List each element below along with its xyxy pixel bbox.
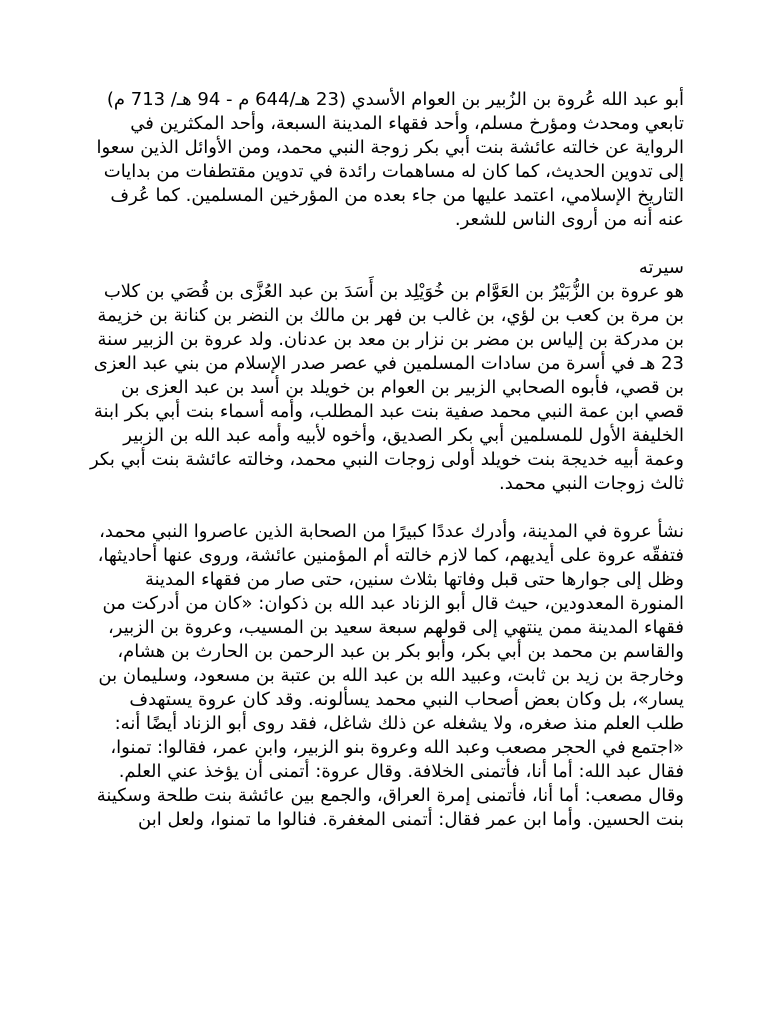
intro-paragraph: أبو عبد الله عُروة بن الزُبير بن العوام الأسدي (23 هـ/644 م - 94 هـ/ 713 م) تابعي ومحدث ومؤرخ مسلم، وأحد فقهاء المدينة السبعة، وأحد المكثرين في الرواية عن خالته عائشة بنت أبي بكر زوجة النبي محمد، ومن الأوائل الذين سعوا إلى تدوين الحديث، كما كان له مساهمات رائدة في تدوين مقتطفات من بدايات التاريخ الإسلامي، اعتمد عليها من جاء بعده من المؤرخين المسلمين. كما عُرف عنه أنه من أروى الناس للشعر.: [96, 89, 684, 230]
document-page: [88, 88, 684, 856]
section-heading: سيرته: [638, 257, 684, 278]
body-paragraph: هو عروة بن الزُّبَيْرُ بن العَوَّام بن خُوَيْلِد بن أَسَدَ بن عبد العُزَّى بن قُصَي بن كلاب بن مرة بن كعب بن لؤي، بن غالب بن فهر بن مالك بن النضر بن كنانة بن خزيمة بن مدركة بن إلياس بن مضر بن نزار بن معد بن عدنان. ولد عروة بن الزبير سنة 23 هـ في أسرة من سادات المسلمين في عصر صدر الإسلام من بني عبد العزى بن قصي، فأبوه الصحابي الزبير بن العوام بن خويلد بن أسد بن عبد العزى بن قصي ابن عمة النبي محمد صفية بنت عبد المطلب، وأمه أسماء بنت أبي بكر ابنة الخليفة الأول للمسلمين أبي بكر الصديق، وأخوه لأبيه وأمه عبد الله بن الزبير وعمة أبيه خديجة بنت خويلد أولى زوجات النبي محمد، وخالته عائشة بنت أبي بكر ثالث زوجات النبي محمد.: [90, 281, 684, 494]
body-paragraph: نشأ عروة في المدينة، وأدرك عددًا كبيرًا من الصحابة الذين عاصروا النبي محمد، فتفقّه عروة على أيديهم، كما لازم خالته أم المؤمنين عائشة، وروى عنها أحاديثها، وظل إلى جوارها حتى قبل وفاتها بثلاث سنين، حتى صار من فقهاء المدينة المنورة المعدودين، حيث قال أبو الزناد عبد الله بن ذكوان: «كان من أدركت من فقهاء المدينة ممن ينتهي إلى قولهم سبعة سعيد بن المسيب، وعروة بن الزبير، والقاسم بن محمد بن أبي بكر، وأبو بكر بن عبد الرحمن بن الحارث بن هشام، وخارجة بن زيد بن ثابت، وعبيد الله بن عبد الله بن عتبة بن مسعود، وسليمان بن يسار»، بل وكان بعض أصحاب النبي محمد يسألونه. وقد كان عروة يستهدف طلب العلم منذ صغره، ولا يشغله عن ذلك شاغل، فقد روى أبو الزناد أيضًا أنه: «اجتمع في الحجر مصعب وعبد الله وعروة بنو الزبير، وابن عمر، فقالوا: تمنوا، فقال عبد الله: أما أنا، فأتمنى الخلافة. وقال عروة: أتمنى أن يؤخذ عني العلم. وقال مصعب: أما أنا، فأتمنى إمرة العراق، والجمع بين عائشة بنت طلحة وسكينة بنت الحسين. وأما ابن عمر فقال: أتمنى المغفرة. فنالوا ما تمنوا، ولعل ابن: [96, 521, 684, 830]
